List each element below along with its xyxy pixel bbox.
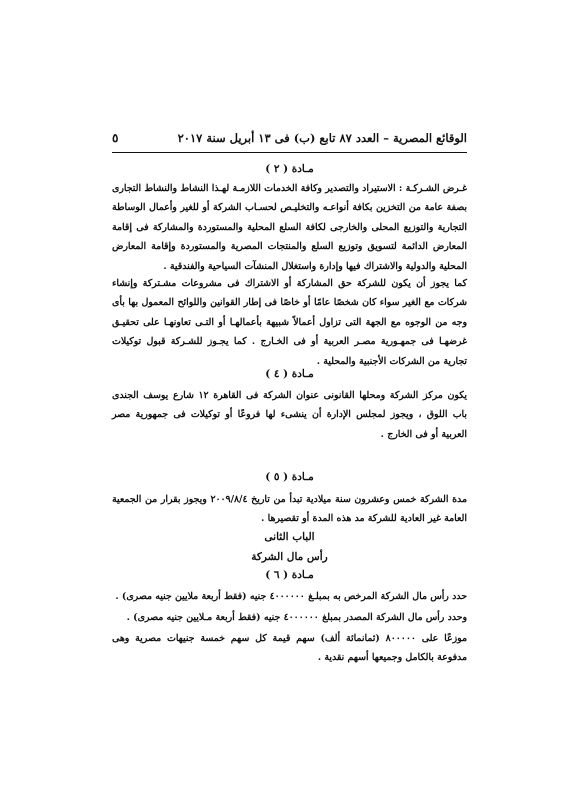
article-2-paragraph-2	[112, 274, 467, 371]
page-number: ٥	[112, 131, 119, 145]
article-2-text-2: كما يجوز أن يكون للشركة حق المشاركة أو الاشتراك فى مشروعات مشـتركة وإنشاء شركات مع الغير سواء كان شخصًا عامًا أو خاصًا فى إطار القوانين واللوائح المعمول بها بأى وجه من الوجوه مع الجهة التى تزاول أعمالاً شبيهة بأعمالهـا أو التـى تعاونهـا على تحقيـق غرضهـا فى جمهـورية مصـر العربية أو فى الخـارج . كما يجـوز للشـركة قبول توكيلات تجارية من الشركات الأجنبية والمحلية .	[112, 278, 467, 367]
article-4-heading: مـادة ( ٤ )	[265, 368, 314, 380]
article-5-paragraph	[112, 490, 467, 529]
article-6-paragraph-3	[112, 629, 467, 668]
chapter-subtitle: رأس مال الشركة	[251, 551, 328, 563]
article-6-paragraph-1	[112, 587, 467, 606]
header-title: الوقائع المصرية – العدد ٨٧ تابع (ب) فى ١٣ أبريل سنة ٢٠١٧	[177, 131, 467, 145]
article-2-paragraph-1	[112, 179, 467, 276]
article-2-text-1: غـرض الشـركـة : الاستيراد والتصدير وكافة الخدمات اللازمـة لهـذا النشاط والنشاط التجارى بصفة عامة من التخزين بكافة أنواعـه والتخليـص لحسـاب الشركة أو للغير وأعمال الوساطة التجارية والتوزيع المحلى والخارجى لكافة السلع المحلية والمستوردة والمشاركة فى إقامة المعارض الدائمة لتسويق وتوزيع السلع والمنتجات المصرية والمستوردة وإقامة المعارض المحلية والدولية والاشتراك فيها وإدارة واستغلال المنشآت السياحية والفندقية .	[112, 183, 467, 272]
article-6-paragraph-2	[112, 608, 467, 627]
article-5-heading: مـادة ( ٥ )	[265, 471, 314, 483]
article-6-text-2: وحدد رأس مال الشركة المصدر بمبلغ ٤٠٠٠٠٠٠ جنيه (فقط أربعة مـلايين جنيه مصرى) .	[126, 612, 467, 623]
article-6-text-1: حدد رأس مال الشركة المرخص به بمبلـغ ٤٠٠٠٠٠٠ جنيه (فقط أربعة ملايين جنيه مصرى) .	[115, 591, 467, 602]
article-4-text: يكون مركز الشركة ومحلها القانونى عنوان الشركة فى القاهرة ١٢ شارع يوسف الجندى باب اللوق ، ويجوز لمجلس الإدارة أن ينشىء لها فروعًا أو توكيلات فى جمهورية مصر العربية أو فى الخارج .	[112, 390, 467, 440]
article-6-heading: مـادة ( ٦ )	[265, 569, 314, 581]
page-header	[112, 128, 467, 148]
article-5-text: مدة الشركة خمس وعشرون سنة ميلادية تبدأ من تاريخ ٢٠٠٩/٨/٤ ويجوز بقرار من الجمعية العامة غير العادية للشركة مد هذه المدة أو تقصيرها .	[112, 494, 467, 525]
chapter-title: الباب الثانى	[264, 531, 315, 543]
article-6-text-3: موزعًا على ٨٠٠٠٠٠ (ثمانمائة ألف) سهم قيمة كل سهم خمسة جنيهات مصرية وهى مدفوعة بالكامل وجميعها أسهم نقدية .	[112, 633, 467, 664]
article-2-heading: مـادة ( ٢ )	[265, 163, 314, 175]
header-divider	[112, 152, 467, 153]
article-4-paragraph	[112, 386, 467, 444]
